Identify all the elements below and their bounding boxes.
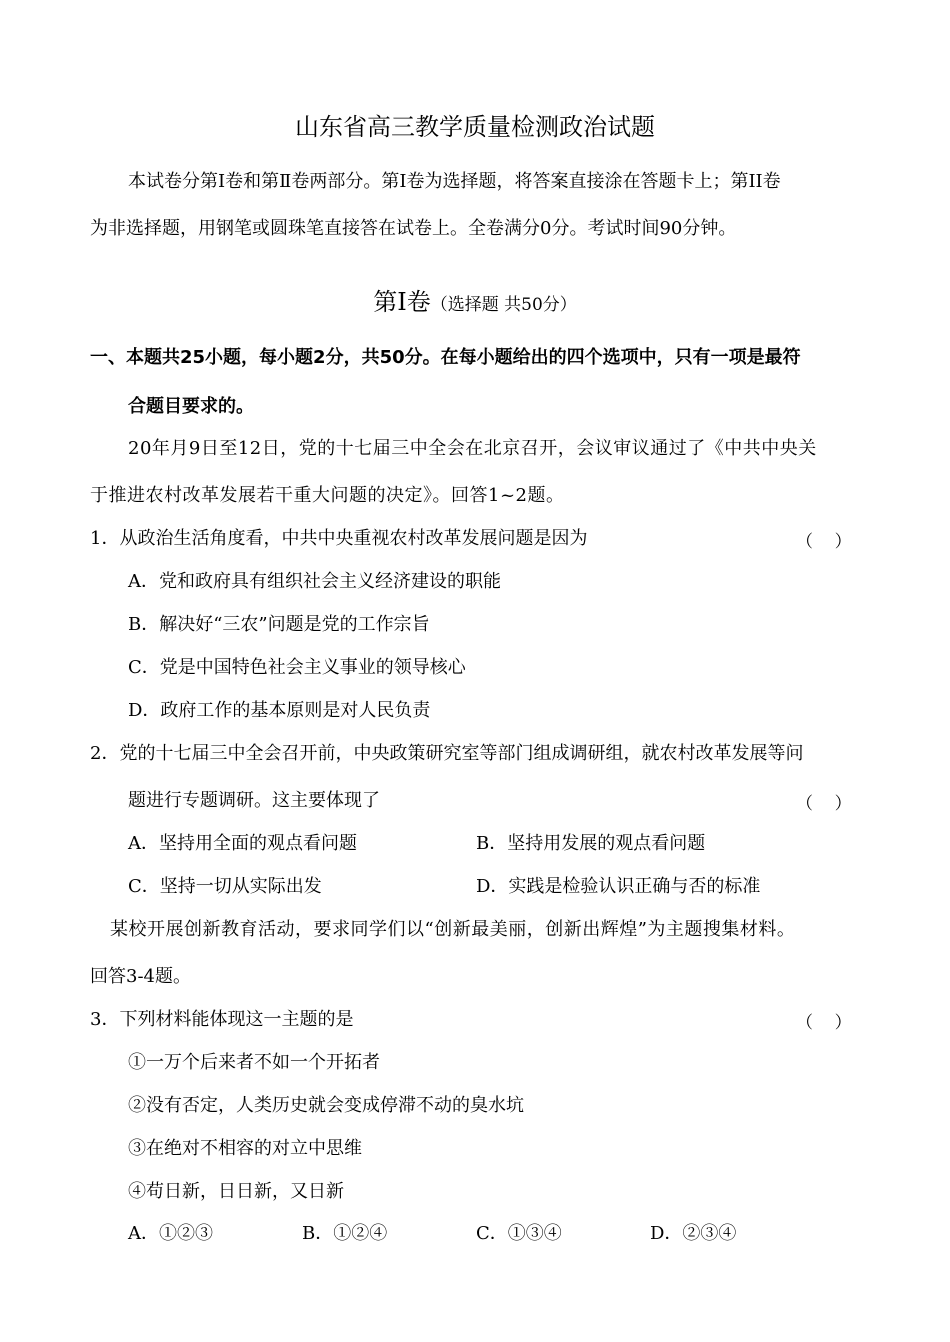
question-2-stem-line-1: 2．党的十七届三中全会召开前，中央政策研究室等部门组成调研组，就农村改革发展等问 xyxy=(90,743,804,764)
question-3-option-b: B．①②④ xyxy=(302,1223,388,1244)
question-1-option-d: D．政府工作的基本原则是对人民负责 xyxy=(128,700,431,721)
question-3-option-d: D．②③④ xyxy=(650,1223,737,1244)
question-3-item-3: ③在绝对不相容的对立中思维 xyxy=(128,1138,362,1159)
question-3-item-2: ②没有否定，人类历史就会变成停滞不动的臭水坑 xyxy=(128,1095,524,1116)
question-1-answer-blank: （ ） xyxy=(796,532,852,552)
question-2-answer-blank: （ ） xyxy=(796,794,852,814)
material-1-line-2: 于推进农村改革发展若干重大问题的决定》。回答1~2题。 xyxy=(90,485,565,506)
section-1-heading xyxy=(0,287,950,320)
section-1-title: 第Ⅰ卷 xyxy=(373,288,431,316)
material-1-line-1: 20年月9日至12日，党的十七届三中全会在北京召开，会议审议通过了《中共中央关 xyxy=(128,438,817,459)
question-1-option-a: A．党和政府具有组织社会主义经济建设的职能 xyxy=(128,571,501,592)
section-1-subtitle: （选择题 共50分） xyxy=(430,295,577,315)
question-3-item-4: ④苟日新，日日新，又日新 xyxy=(128,1181,344,1202)
question-2-stem-line-2: 题进行专题调研。这主要体现了 xyxy=(128,790,380,811)
question-2-option-c: C．坚持一切从实际出发 xyxy=(128,876,322,897)
question-1-stem: 1．从政治生活角度看，中共中央重视农村改革发展问题是因为 xyxy=(90,528,588,549)
question-3-option-c: C．①③④ xyxy=(476,1223,562,1244)
question-3-option-a: A．①②③ xyxy=(128,1223,213,1244)
question-2-option-d: D．实践是检验认识正确与否的标准 xyxy=(476,876,761,897)
instructions-line-2: 合题目要求的。 xyxy=(128,396,254,417)
intro-line-1: 本试卷分第Ⅰ卷和第Ⅱ卷两部分。第I卷为选择题，将答案直接涂在答题卡上；第II卷 xyxy=(128,171,781,192)
material-2-line-1: 某校开展创新教育活动，要求同学们以“创新最美丽，创新出辉煌”为主题搜集材料。 xyxy=(110,919,796,940)
question-2-option-b: B．坚持用发展的观点看问题 xyxy=(476,833,706,854)
question-2-option-a: A．坚持用全面的观点看问题 xyxy=(128,833,357,854)
exam-title: 山东省高三教学质量检测政治试题 xyxy=(295,113,655,141)
question-1-option-b: B．解决好“三农”问题是党的工作宗旨 xyxy=(128,614,430,635)
material-2-line-2: 回答3-4题。 xyxy=(90,966,191,987)
question-3-stem: 3．下列材料能体现这一主题的是 xyxy=(90,1009,354,1030)
question-3-item-1: ①一万个后来者不如一个开拓者 xyxy=(128,1052,380,1073)
question-1-option-c: C．党是中国特色社会主义事业的领导核心 xyxy=(128,657,466,678)
instructions-line-1: 一、本题共25小题，每小题2分，共50分。在每小题给出的四个选项中，只有一项是最符 xyxy=(90,347,801,368)
intro-line-2: 为非选择题，用钢笔或圆珠笔直接答在试卷上。全卷满分0分。考试时间90分钟。 xyxy=(90,218,737,239)
question-3-answer-blank: （ ） xyxy=(796,1013,852,1033)
